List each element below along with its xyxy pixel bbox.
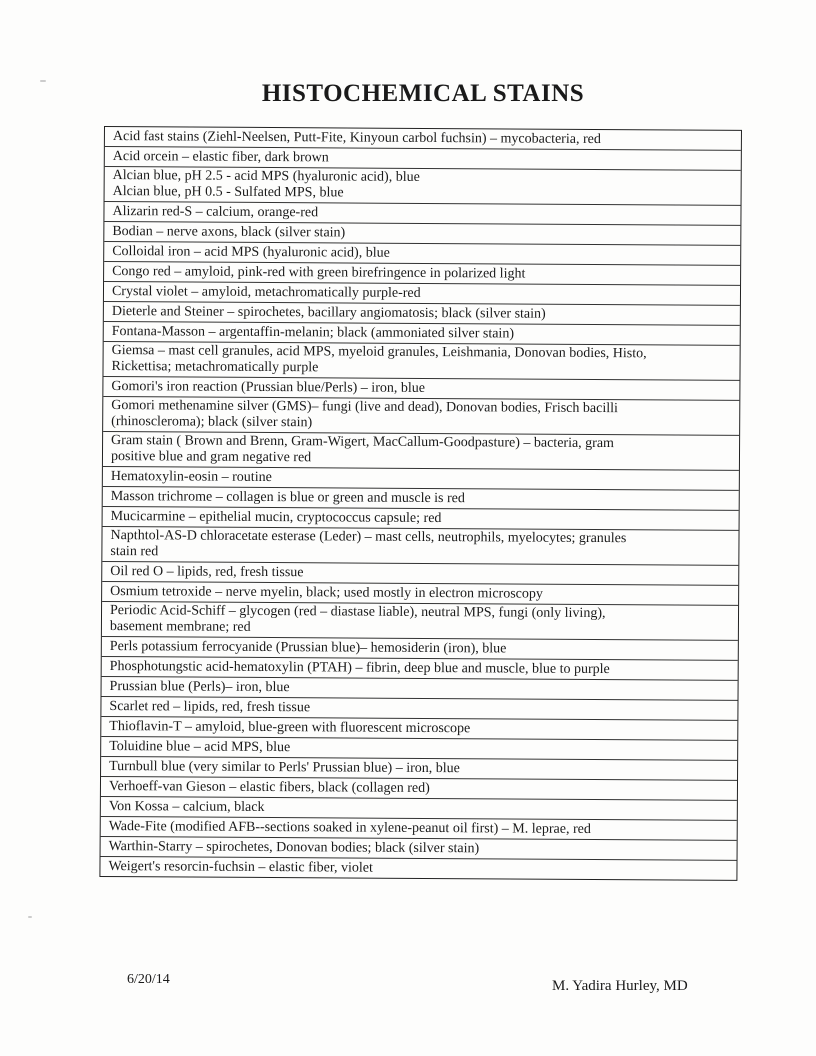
row-text: Crystal violet – amyloid, metachromatically purple-red (111, 284, 421, 301)
row-text: (rhinoscleroma); black (silver stain) (111, 414, 313, 431)
table-row (100, 856, 736, 880)
row-text: Masson trichrome – collagen is blue or green and muscle is red (110, 489, 465, 507)
row-text: Gomori methenamine silver (GMS)– fungi (live and dead), Donovan bodies, Frisch bacilli (111, 398, 618, 417)
row-text: Toluidine blue – acid MPS, blue (109, 739, 291, 756)
row-text: Rickettisa; metachromatically purple (111, 359, 319, 376)
table-row (103, 396, 739, 435)
row-text: Warthin-Starry – spirochetes, Donovan bodies; black (silver stain) (108, 839, 480, 857)
row-text: Dieterle and Steiner – spirochetes, bacillary angiomatosis; black (silver stain) (111, 304, 546, 322)
row-text: Mucicarmine – epithelial mucin, cryptococcus capsule; red (110, 509, 442, 527)
row-text: Phosphotungstic acid-hematoxylin (PTAH) – fibrin, deep blue and muscle, blue to purple (109, 659, 610, 678)
footer-date: 6/20/14 (127, 972, 170, 987)
table-row (102, 526, 738, 565)
row-text: Giemsa – mast cell granules, acid MPS, myeloid granules, Leishmania, Donovan bodies, Histo, (111, 343, 647, 362)
row-text: Fontana-Masson – argentaffin-melanin; black (ammoniated silver stain) (111, 324, 515, 342)
row-text: Perls potassium ferrocyanide (Prussian blue)– hemosiderin (iron), blue (109, 639, 507, 657)
row-text: Congo red – amyloid, pink-red with green birefringence in polarized light (112, 264, 526, 282)
row-text: Colloidal iron – acid MPS (hyaluronic acid), blue (112, 244, 390, 261)
row-text: positive blue and gram negative red (110, 449, 312, 466)
scan-speck (28, 916, 32, 918)
page-title: HISTOCHEMICAL STAINS (261, 80, 585, 107)
row-text: Von Kossa – calcium, black (108, 799, 265, 815)
row-text: Acid orcein – elastic fiber, dark brown (112, 149, 329, 166)
row-text: Verhoeff-van Gieson – elastic fibers, black (collagen red) (108, 779, 430, 797)
table-row (102, 601, 738, 640)
row-text: Hematoxylin-eosin – routine (110, 469, 272, 486)
row-text: stain red (110, 544, 159, 560)
row-text: basement membrane; red (109, 619, 251, 635)
row-text: Alcian blue, pH 0.5 - Sulfated MPS, blue (112, 184, 344, 201)
footer-author: M. Yadira Hurley, MD (552, 978, 688, 994)
row-text: Napthtol-AS-D chloracetate esterase (Leder) – mast cells, neutrophils, myelocytes; granules (110, 528, 627, 547)
row-text: Alcian blue, pH 2.5 - acid MPS (hyaluronic acid), blue (112, 168, 420, 185)
stains-table (99, 126, 742, 881)
row-text: Wade-Fite (modified AFB--sections soaked in xylene-peanut oil first) – M. leprae, red (108, 819, 591, 837)
row-text: Turnbull blue (very similar to Perls' Prussian blue) – iron, blue (109, 759, 460, 777)
row-text: Prussian blue (Perls)– iron, blue (109, 679, 290, 696)
row-text: Bodian – nerve axons, black (silver stain) (112, 224, 346, 241)
table-row (103, 341, 739, 380)
row-text: Thioflavin-T – amyloid, blue-green with fluorescent microscope (109, 719, 471, 737)
row-text: Gram stain ( Brown and Brenn, Gram-Wigert, MacCallum-Goodpasture) – bacteria, gram (111, 433, 615, 452)
row-text: Oil red O – lipids, red, fresh tissue (110, 564, 304, 581)
row-text: Alizarin red-S – calcium, orange-red (112, 204, 319, 221)
row-text: Weigert's resorcin-fuchsin – elastic fiber, violet (108, 859, 373, 876)
row-text: Periodic Acid-Schiff – glycogen (red – diastase liable), neutral MPS, fungi (only living), (109, 603, 606, 622)
row-text: Gomori's iron reaction (Prussian blue/Perls) – iron, blue (111, 379, 426, 396)
table-row (105, 166, 741, 205)
table-row (103, 431, 739, 470)
row-text: Osmium tetroxide – nerve myelin, black; used mostly in electron microscopy (110, 584, 543, 602)
row-text: Scarlet red – lipids, red, fresh tissue (109, 699, 311, 716)
row-text: Acid fast stains (Ziehl-Neelsen, Putt-Fite, Kinyoun carbol fuchsin) – mycobacteria, red (112, 129, 601, 148)
